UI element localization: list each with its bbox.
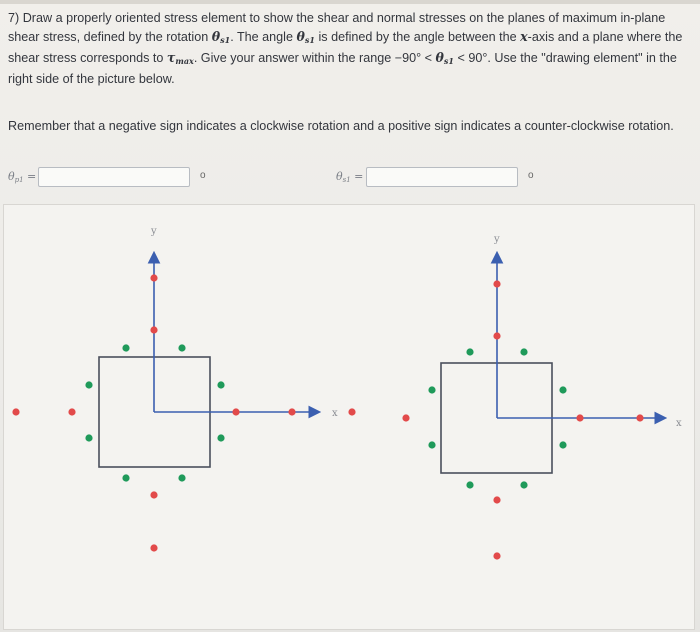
left-green-handle-left-bottom[interactable] xyxy=(85,434,92,441)
left-red-handle-bottom-1[interactable] xyxy=(150,491,157,498)
right-green-handle-left-bottom[interactable] xyxy=(428,441,435,448)
left-green-handle-right-bottom[interactable] xyxy=(217,434,224,441)
question-part-3: is defined by the angle between the xyxy=(314,29,521,44)
right-green-handle-top-right[interactable] xyxy=(520,348,527,355)
left-red-handle-top-1[interactable] xyxy=(150,274,157,281)
right-green-handle-bottom-right[interactable] xyxy=(520,481,527,488)
right-red-handle-right-1[interactable] xyxy=(576,414,583,421)
left-green-handle-top-right[interactable] xyxy=(178,344,185,351)
left-green-handle-right-top[interactable] xyxy=(217,381,224,388)
question-part-6: . Use the "drawing element" in the right side of the picture below. xyxy=(8,51,677,86)
right-green-handle-bottom-left[interactable] xyxy=(466,481,473,488)
question-part-1: Draw a properly oriented stress element to show the shear and normal stresses on the planes of maximum in-plane shear stress, defined by the rotation xyxy=(8,11,666,44)
theta-s1-symbol: $\theta_{s1}$ xyxy=(211,28,231,45)
left-y-label: y xyxy=(151,226,157,237)
right-x-label: x xyxy=(676,418,682,429)
left-red-handle-right-3[interactable] xyxy=(348,408,355,415)
left-green-handle-top-left[interactable] xyxy=(122,344,129,351)
rotation-note: Remember that a negative sign indicates a clockwise rotation and a positive sign indicates a counter-clockwise rotation. xyxy=(8,119,674,133)
degree-symbol-s1: o xyxy=(528,169,534,181)
right-red-handle-top-2[interactable] xyxy=(493,332,500,339)
question-part-2: . The angle xyxy=(230,29,297,44)
left-red-handle-right-2[interactable] xyxy=(288,408,295,415)
left-red-handle-left-2[interactable] xyxy=(68,408,75,415)
theta-s1-label: $\theta_{s1}$ = xyxy=(336,170,364,184)
question-part-5: . Give your answer within the range xyxy=(193,51,395,65)
right-green-handle-right-bottom[interactable] xyxy=(559,441,566,448)
range-start: −90° < xyxy=(394,51,436,65)
left-stress-element[interactable] xyxy=(12,226,355,552)
right-green-handle-top-left[interactable] xyxy=(466,348,473,355)
left-green-handle-bottom-right[interactable] xyxy=(178,474,185,481)
left-red-handle-right-1[interactable] xyxy=(232,408,239,415)
left-red-handle-top-2[interactable] xyxy=(150,326,157,333)
theta-s1-symbol-2: $\theta_{s1}$ xyxy=(296,28,315,45)
right-red-handle-bottom-1[interactable] xyxy=(493,496,500,503)
x-axis-symbol: x xyxy=(520,28,528,44)
right-y-label: y xyxy=(494,234,500,245)
left-green-handle-bottom-left[interactable] xyxy=(122,474,129,481)
right-green-handle-right-top[interactable] xyxy=(559,386,566,393)
range-end: < 90° xyxy=(453,51,488,65)
right-red-handle-left-1[interactable] xyxy=(402,414,409,421)
question-number: 7) xyxy=(8,11,20,25)
left-red-handle-left-1[interactable] xyxy=(12,408,19,415)
right-red-handle-right-2[interactable] xyxy=(636,414,643,421)
right-red-handle-top-1[interactable] xyxy=(493,280,500,287)
left-green-handle-left-top[interactable] xyxy=(85,381,92,388)
left-x-label: x xyxy=(332,408,338,419)
right-green-handle-left-top[interactable] xyxy=(428,386,435,393)
theta-s1-symbol-3: $\theta_{s1}$ xyxy=(435,50,454,66)
theta-p1-label: $\theta_{p1}$ = xyxy=(8,170,37,184)
question-part-4: -axis and a plane where the shear stress corresponds to xyxy=(8,29,683,65)
right-red-handle-bottom-2[interactable] xyxy=(493,552,500,559)
left-red-handle-bottom-2[interactable] xyxy=(150,544,157,551)
tau-max-symbol: $\tau_{max}$ xyxy=(166,50,194,66)
right-stress-element[interactable] xyxy=(402,234,682,560)
degree-symbol-p1: o xyxy=(200,169,206,181)
